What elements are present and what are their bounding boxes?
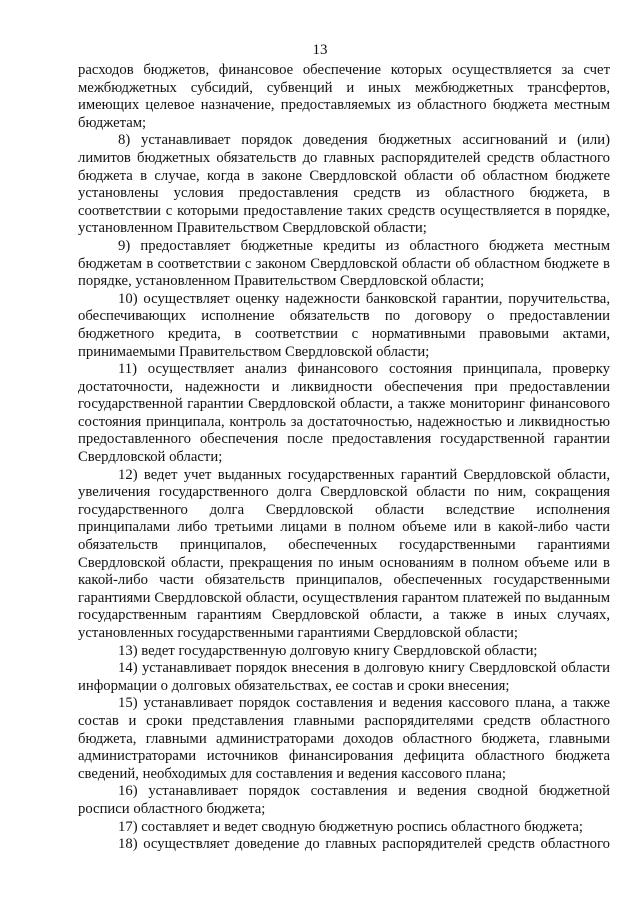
- paragraph-item-12: 12) ведет учет выданных государственных гарантий Свердловской области, увеличения государственного долга Свердловской области по ним, сокращения государственного долга Свердловской области вследствие исполнения принципалами либо третьими лицами в полном объеме или в какой-либо части обязательств принципалов, обеспеченных государственными гарантиями Свердловской области, прекращения по иным основаниям в полном объеме или в какой-либо части обязательств принципалов, обеспеченных государственными гарантиями Свердловской области, осуществления гарантом платежей по выданным государственным гарантиям Свердловской области, а также в иных случаях, установленных государственными гарантиями Свердловской области;: [78, 466, 610, 641]
- paragraph-item-14: 14) устанавливает порядок внесения в долговую книгу Свердловской области информации о долговых обязательствах, ее состав и сроки внесения;: [78, 660, 610, 694]
- paragraph-item-11: 11) осуществляет анализ финансового состояния принципала, проверку достаточности, надежности и ликвидности обеспечения при предоставлении государственной гарантии Свердловской области, а также мониторинг финансового состояния принципала, контроль за достаточностью, надежностью и ликвидностью предоставленного обеспечения после предоставления государственной гарантии Свердловской области;: [78, 361, 610, 466]
- paragraph-item-15: 15) устанавливает порядок составления и ведения кассового плана, а также состав и сроки представления главными распорядителями средств областного бюджета, главными администраторами доходов областного бюджета, главными администраторами источников финансирования дефицита областного бюджета сведений, необходимых для составления и ведения кассового плана;: [78, 695, 610, 782]
- paragraph-continuation: расходов бюджетов, финансовое обеспечение которых осуществляется за счет межбюджетных субсидий, субвенций и иных межбюджетных трансфертов, имеющих целевое назначение, предоставляемых из областного бюджета местным бюджетам;: [78, 62, 610, 131]
- page-number: 13: [312, 42, 328, 58]
- paragraph-item-8: 8) устанавливает порядок доведения бюджетных ассигнований и (или) лимитов бюджетных обязательств до главных распорядителей средств областного бюджета в случае, когда в законе Свердловской области об областном бюджете установлены условия предоставления средств из областного бюджета, в соответствии с которыми предоставление таких средств осуществляется в порядке, установленном Правительством Свердловской области;: [78, 132, 610, 237]
- paragraph-item-17: 17) составляет и ведет сводную бюджетную роспись областного бюджета;: [118, 818, 583, 835]
- page-body: [78, 62, 610, 854]
- paragraph-item-10: 10) осуществляет оценку надежности банковской гарантии, поручительства, обеспечивающих исполнение обязательств по договору о предоставлении бюджетного кредита, в соответствии с нормативными правовыми актами, принимаемыми Правительством Свердловской области;: [78, 290, 610, 360]
- paragraph-item-13: 13) ведет государственную долговую книгу Свердловской области;: [118, 642, 538, 659]
- paragraph-item-18: 18) осуществляет доведение до главных распорядителей средств областного: [118, 836, 610, 853]
- paragraph-item-9: 9) предоставляет бюджетные кредиты из областного бюджета местным бюджетам в соответствии с законом Свердловской области об областном бюджете в порядке, установленном Правительством Свердловской области;: [78, 237, 610, 290]
- paragraph-item-16: 16) устанавливает порядок составления и ведения сводной бюджетной росписи областного бюджета;: [78, 783, 610, 817]
